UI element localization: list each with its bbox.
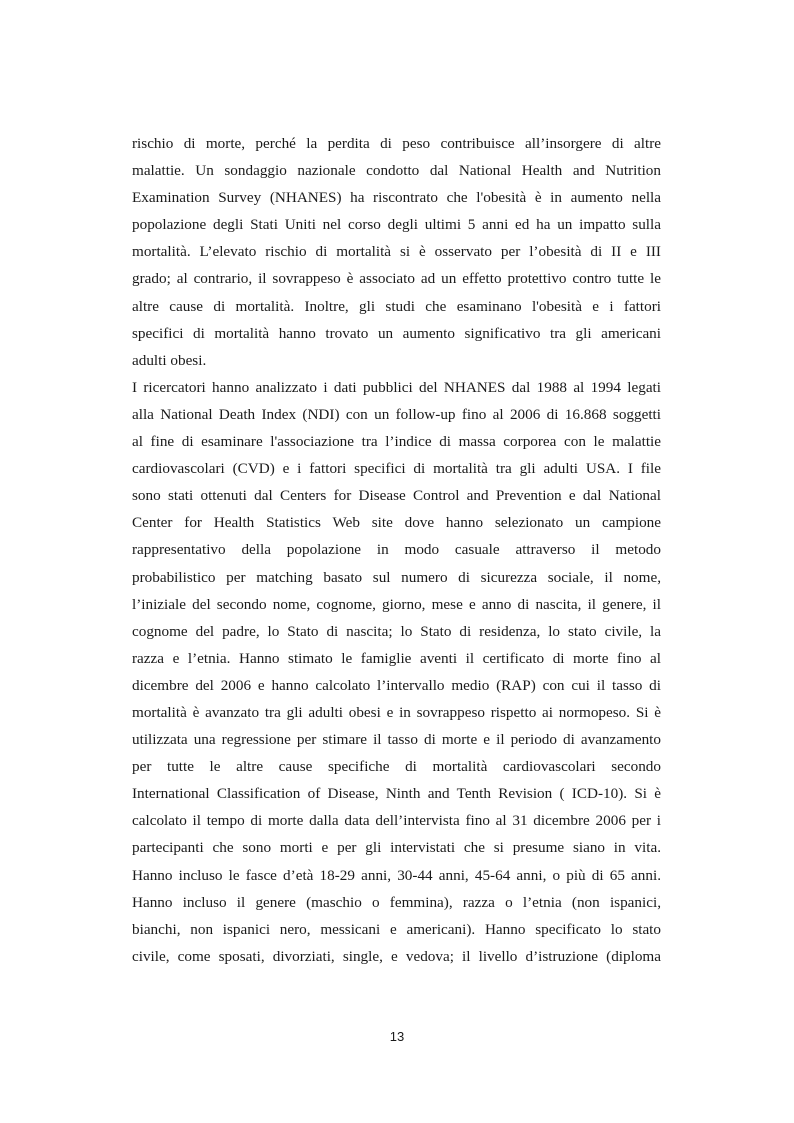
text-line: Hanno incluso le fasce d’età 18-29 anni, 30-44 anni, 45-64 anni, o più di 65 anni. <box>132 866 661 884</box>
text-line: mortalità. L’elevato rischio di mortalità si è osservato per l’obesità di II e III <box>132 243 661 261</box>
text-line: civile, come sposati, divorziati, single, e vedova; il livello d’istruzione (diploma <box>132 947 661 965</box>
text-line: l’iniziale del secondo nome, cognome, giorno, mese e anno di nascita, il genere, il <box>132 595 661 613</box>
text-line: malattie. Un sondaggio nazionale condotto dal National Health and Nutrition <box>132 162 661 180</box>
text-line: Hanno incluso il genere (maschio o femmina), razza o l’etnia (non ispanici, <box>132 893 661 911</box>
text-line: calcolato il tempo di morte dalla data dell’intervista fino al 31 dicembre 2006 per i <box>132 812 661 830</box>
text-line: Examination Survey (NHANES) ha riscontrato che l'obesità è in aumento nella <box>132 189 661 207</box>
text-line: altre cause di mortalità. Inoltre, gli studi che esaminano l'obesità e i fattori <box>132 297 661 315</box>
page-number: 13 <box>389 1029 405 1044</box>
text-line: specifici di mortalità hanno trovato un aumento significativo tra gli americani <box>132 324 661 342</box>
text-line: I ricercatori hanno analizzato i dati pubblici del NHANES dal 1988 al 1994 legati <box>132 378 661 396</box>
text-line: razza e l’etnia. Hanno stimato le famiglie aventi il certificato di morte fino al <box>132 649 661 667</box>
text-line: cognome del padre, lo Stato di nascita; lo Stato di residenza, lo stato civile, la <box>132 622 661 640</box>
text-line: rappresentativo della popolazione in modo casuale attraverso il metodo <box>132 541 661 559</box>
text-line: utilizzata una regressione per stimare il tasso di morte e il periodo di avanzamento <box>132 731 661 749</box>
text-line: partecipanti che sono morti e per gli intervistati che si presume siano in vita. <box>132 839 661 857</box>
text-line: cardiovascolari (CVD) e i fattori specifici di mortalità tra gli adulti USA. I file <box>132 460 661 478</box>
text-line: mortalità è avanzato tra gli adulti obesi e in sovrappeso rispetto ai normopeso. Si è <box>132 703 661 721</box>
text-line: sono stati ottenuti dal Centers for Disease Control and Prevention e dal National <box>132 487 661 505</box>
body-text <box>132 130 661 970</box>
text-line: dicembre del 2006 e hanno calcolato l’intervallo medio (RAP) con cui il tasso di <box>132 676 661 694</box>
text-line: Center for Health Statistics Web site dove hanno selezionato un campione <box>132 514 661 532</box>
paragraph-2 <box>132 374 661 970</box>
text-line: per tutte le altre cause specifiche di mortalità cardiovascolari secondo <box>132 758 661 776</box>
text-line: al fine di esaminare l'associazione tra l’indice di massa corporea con le malattie <box>132 433 661 451</box>
text-line: adulti obesi. <box>132 351 207 369</box>
paragraph-1 <box>132 130 661 374</box>
text-line: popolazione degli Stati Uniti nel corso degli ultimi 5 anni ed ha un impatto sulla <box>132 216 661 234</box>
text-line: probabilistico per matching basato sul numero di sicurezza sociale, il nome, <box>132 568 661 586</box>
text-line: bianchi, non ispanici nero, messicani e americani). Hanno specificato lo stato <box>132 920 661 938</box>
text-line: alla National Death Index (NDI) con un follow-up fino al 2006 di 16.868 soggetti <box>132 405 661 423</box>
text-line: International Classification of Disease, Ninth and Tenth Revision ( ICD-10). Si è <box>132 785 661 803</box>
text-line: grado; al contrario, il sovrappeso è associato ad un effetto protettivo contro tutte le <box>132 270 661 288</box>
text-line: rischio di morte, perché la perdita di peso contribuisce all’insorgere di altre <box>132 135 661 152</box>
